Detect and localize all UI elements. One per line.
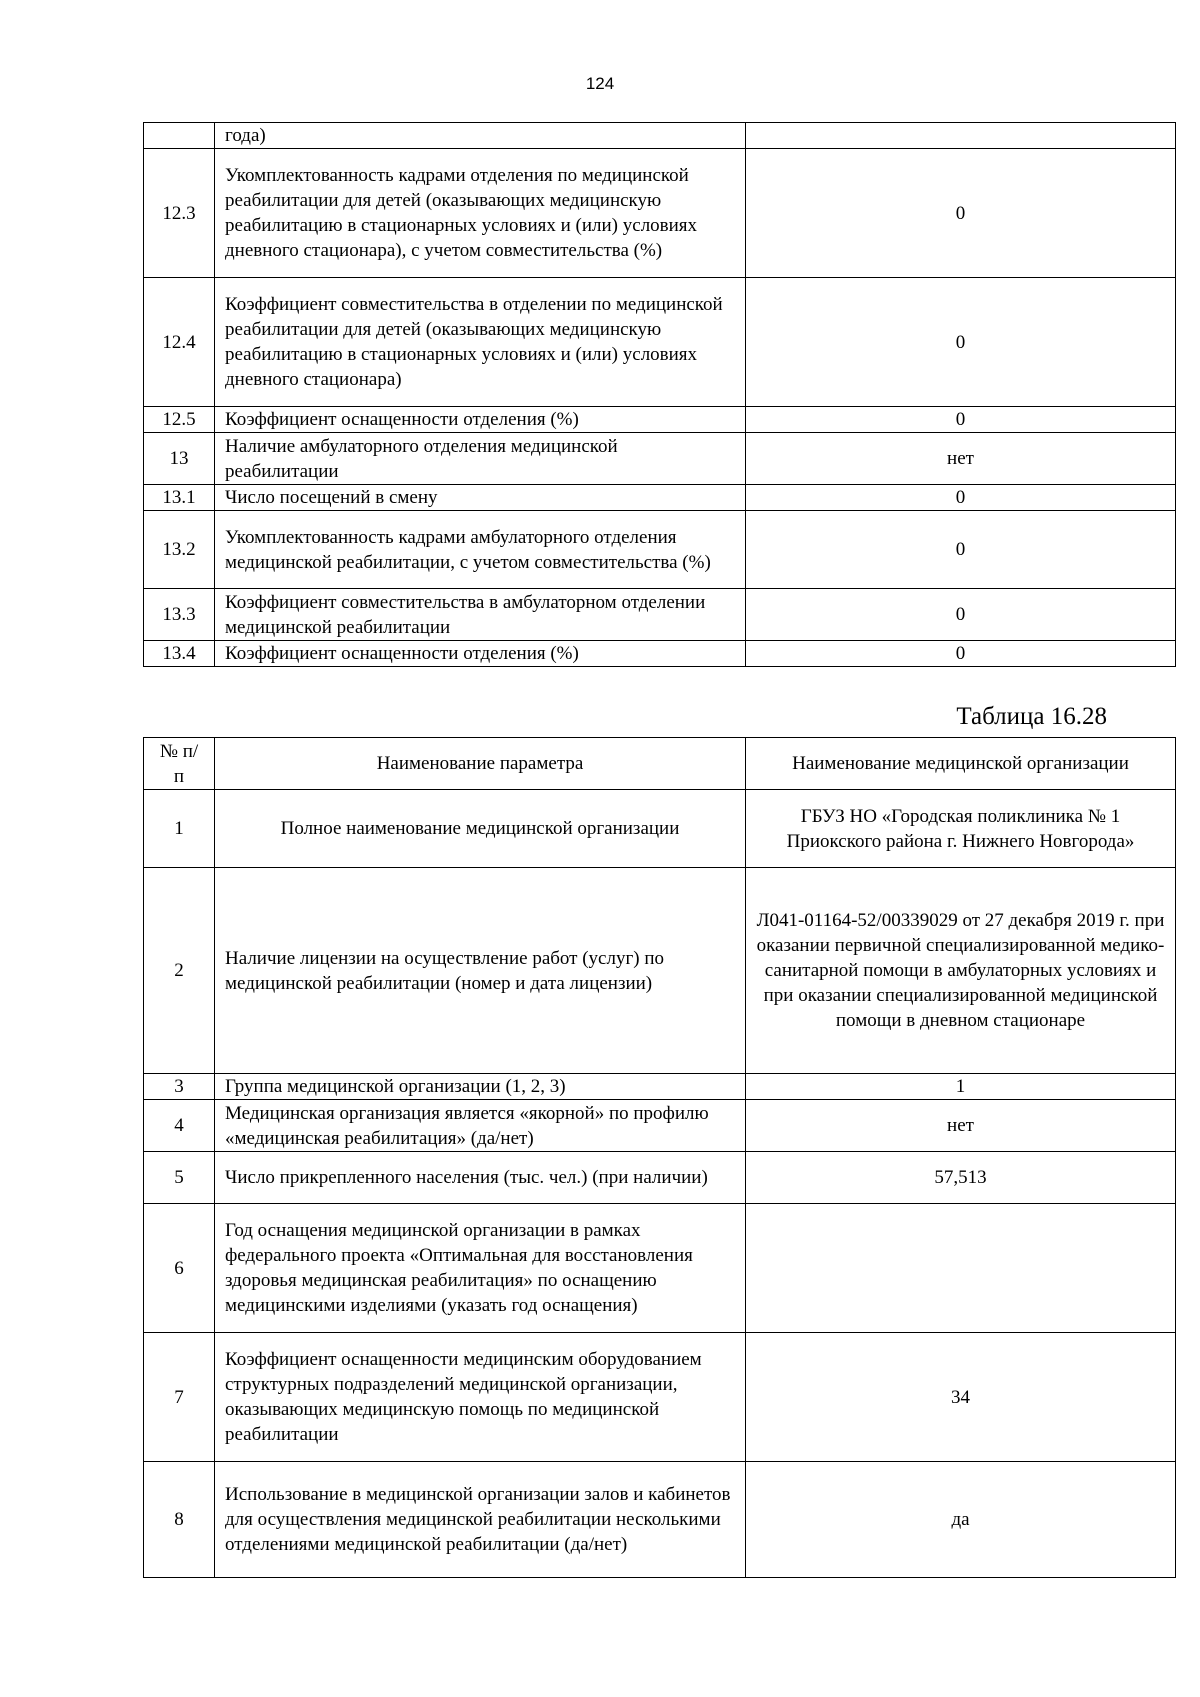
value-cell: 0 (746, 641, 1176, 667)
table-row (144, 123, 1176, 149)
parameter-cell: Использование в медицинской организации залов и кабинетов для осуществления медицинской реабилитации несколькими отделениями медицинской реабилитации (да/нет) (215, 1462, 746, 1578)
row-number: 13.2 (144, 511, 215, 589)
table-row (144, 1152, 1176, 1204)
value-cell: нет (746, 433, 1176, 485)
row-number: 13.3 (144, 589, 215, 641)
table-row (144, 407, 1176, 433)
value-cell (746, 1204, 1176, 1333)
row-number: 4 (144, 1100, 215, 1152)
parameter-cell: Группа медицинской организации (1, 2, 3) (215, 1074, 746, 1100)
row-number: 13.1 (144, 485, 215, 511)
value-cell: да (746, 1462, 1176, 1578)
value-cell: 1 (746, 1074, 1176, 1100)
parameter-cell: Укомплектованность кадрами отделения по медицинской реабилитации для детей (оказывающих медицинскую реабилитацию в стационарных условиях и (или) условиях дневного стационара), с учетом совместительства (%) (215, 149, 746, 278)
table-row (144, 868, 1176, 1074)
parameter-cell: Коэффициент совместительства в отделении по медицинской реабилитации для детей (оказывающих медицинскую реабилитацию в стационарных условиях и (или) условиях дневного стационара) (215, 278, 746, 407)
row-number: 12.5 (144, 407, 215, 433)
parameter-cell: Число прикрепленного населения (тыс. чел.) (при наличии) (215, 1152, 746, 1204)
value-cell: 57,513 (746, 1152, 1176, 1204)
table-row (144, 433, 1176, 485)
row-number: 12.3 (144, 149, 215, 278)
table-row (144, 1333, 1176, 1462)
table-row (144, 278, 1176, 407)
value-cell: 0 (746, 589, 1176, 641)
table-row (144, 1204, 1176, 1333)
parameter-cell: Наличие лицензии на осуществление работ (услуг) по медицинской реабилитации (номер и дата лицензии) (215, 868, 746, 1074)
parameter-cell: Полное наименование медицинской организации (215, 790, 746, 868)
header-organization: Наименование медицинской организации (746, 738, 1176, 790)
row-number: 6 (144, 1204, 215, 1333)
table-row (144, 1462, 1176, 1578)
parameter-cell: Число посещений в смену (215, 485, 746, 511)
row-number: 3 (144, 1074, 215, 1100)
page-number: 124 (585, 74, 615, 93)
parameter-cell: Год оснащения медицинской организации в рамках федерального проекта «Оптимальная для восстановления здоровья медицинская реабилитация» по оснащению медицинскими изделиями (указать год оснащения) (215, 1204, 746, 1333)
table-row (144, 790, 1176, 868)
parameter-cell: Коэффициент оснащенности отделения (%) (215, 407, 746, 433)
value-cell: 0 (746, 278, 1176, 407)
table-row (144, 485, 1176, 511)
parameter-cell: Наличие амбулаторного отделения медицинской реабилитации (215, 433, 746, 485)
header-parameter: Наименование параметра (215, 738, 746, 790)
parameter-cell: Укомплектованность кадрами амбулаторного отделения медицинской реабилитации, с учетом совместительства (%) (215, 511, 746, 589)
continuation-table (143, 122, 1176, 667)
row-number: 12.4 (144, 278, 215, 407)
value-cell: 0 (746, 511, 1176, 589)
value-cell: ГБУЗ НО «Городская поликлиника № 1 Приокского района г. Нижнего Новгорода» (746, 790, 1176, 868)
table-header-row (144, 738, 1176, 790)
row-number (144, 123, 215, 149)
row-number: 8 (144, 1462, 215, 1578)
parameter-cell: года) (215, 123, 746, 149)
value-cell (746, 123, 1176, 149)
parameter-cell: Коэффициент совместительства в амбулаторном отделении медицинской реабилитации (215, 589, 746, 641)
parameter-cell: Коэффициент оснащенности медицинским оборудованием структурных подразделений медицинской организации, оказывающих медицинскую помощь по медицинской реабилитации (215, 1333, 746, 1462)
value-cell: 0 (746, 485, 1176, 511)
table-row (144, 149, 1176, 278)
value-cell: 0 (746, 149, 1176, 278)
row-number: 5 (144, 1152, 215, 1204)
row-number: 13.4 (144, 641, 215, 667)
parameter-cell: Коэффициент оснащенности отделения (%) (215, 641, 746, 667)
table-row (144, 1074, 1176, 1100)
table-caption: Таблица 16.28 (956, 703, 1107, 730)
table-row (144, 511, 1176, 589)
value-cell: Л041-01164-52/00339029 от 27 декабря 2019 г. при оказании первичной специализированной медико-санитарной помощи в амбулаторных условиях и при оказании специализированной медицинской помощи в дневном стационаре (746, 868, 1176, 1074)
value-cell: нет (746, 1100, 1176, 1152)
row-number: 2 (144, 868, 215, 1074)
row-number: 13 (144, 433, 215, 485)
row-number: 7 (144, 1333, 215, 1462)
table-row (144, 1100, 1176, 1152)
organization-parameters-table (143, 737, 1176, 1578)
value-cell: 34 (746, 1333, 1176, 1462)
value-cell: 0 (746, 407, 1176, 433)
parameter-cell: Медицинская организация является «якорной» по профилю «медицинская реабилитация» (да/нет) (215, 1100, 746, 1152)
table-row (144, 589, 1176, 641)
row-number: 1 (144, 790, 215, 868)
header-number: № п/п (144, 738, 215, 790)
table-row (144, 641, 1176, 667)
